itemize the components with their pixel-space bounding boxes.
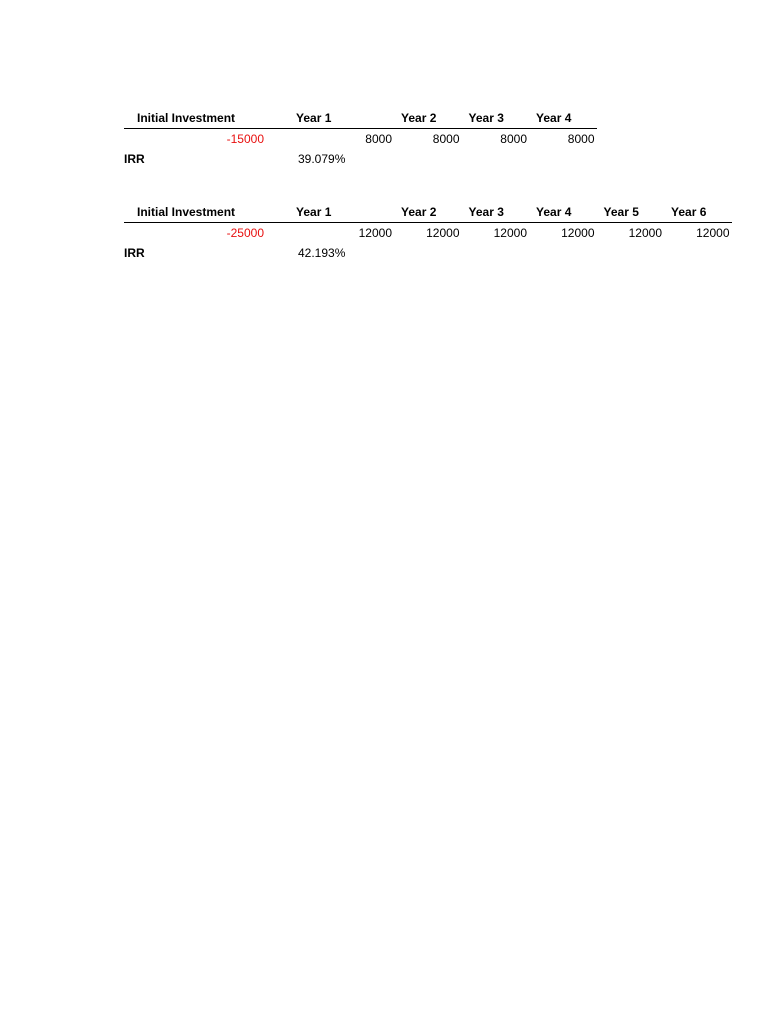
header-year-2: Year 2 (394, 202, 462, 223)
cash-flow-year-6: 12000 (696, 226, 730, 240)
irr-value: 39.079% (298, 152, 346, 166)
irr-row (124, 149, 597, 169)
irr-value: 42.193% (298, 246, 346, 260)
initial-investment-value: -15000 (226, 132, 264, 146)
initial-investment-value: -25000 (226, 226, 264, 240)
header-year-6: Year 6 (664, 202, 732, 223)
irr-table-2 (124, 202, 732, 263)
header-year-2: Year 2 (394, 108, 462, 129)
irr-row (124, 243, 732, 263)
irr-table-1 (124, 108, 597, 169)
cash-flow-year-3: 12000 (493, 226, 527, 240)
cash-flow-year-3: 8000 (500, 132, 527, 146)
header-initial-investment: Initial Investment (124, 202, 267, 223)
header-year-4: Year 4 (529, 108, 597, 129)
header-year-4: Year 4 (529, 202, 597, 223)
spreadsheet-page (124, 108, 732, 296)
irr-label: IRR (124, 152, 145, 166)
header-year-1: Year 1 (267, 202, 394, 223)
header-year-3: Year 3 (462, 108, 530, 129)
cash-flow-row (124, 223, 732, 244)
cash-flow-year-1: 12000 (358, 226, 392, 240)
header-initial-investment: Initial Investment (124, 108, 267, 129)
cash-flow-year-1: 8000 (365, 132, 392, 146)
header-row (124, 202, 732, 223)
header-year-3: Year 3 (462, 202, 530, 223)
cash-flow-year-2: 12000 (426, 226, 460, 240)
irr-label: IRR (124, 246, 145, 260)
cash-flow-year-4: 12000 (561, 226, 595, 240)
cash-flow-year-5: 12000 (628, 226, 662, 240)
cash-flow-row (124, 129, 597, 150)
cash-flow-year-4: 8000 (567, 132, 595, 146)
header-row (124, 108, 597, 129)
header-year-5: Year 5 (597, 202, 665, 223)
header-year-1: Year 1 (267, 108, 394, 129)
cash-flow-year-2: 8000 (432, 132, 460, 146)
